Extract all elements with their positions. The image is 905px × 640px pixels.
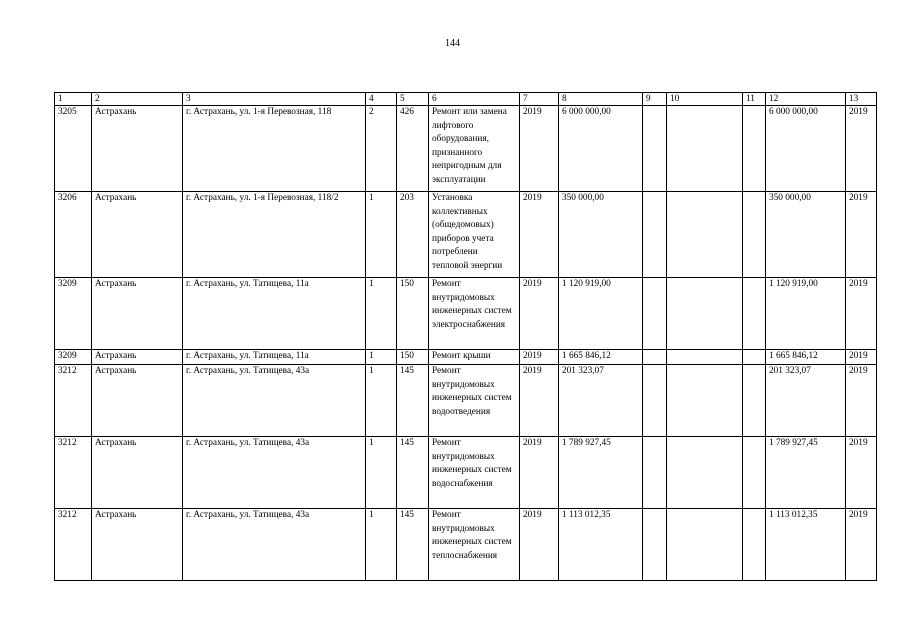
cell-city: Астрахань [92, 509, 183, 581]
cell-work-type: Ремонт внутридомовых инженерных систем электроснабжения [429, 278, 520, 350]
cell-col-10 [667, 106, 743, 192]
cell-col-9 [643, 278, 667, 350]
cell-city: Астрахань [92, 106, 183, 192]
cell-record-id: 3212 [55, 509, 92, 581]
cell-col-4: 1 [366, 437, 397, 509]
cell-year-end: 2019 [846, 509, 877, 581]
cell-record-id: 3212 [55, 437, 92, 509]
cell-work-type: Ремонт внутридомовых инженерных систем водоснабжения [429, 437, 520, 509]
table-row [55, 350, 877, 365]
table-row [55, 365, 877, 437]
cell-address: г. Астрахань, ул. Татищева, 43а [183, 509, 366, 581]
cell-col-11 [743, 350, 766, 365]
column-header: 3 [183, 93, 366, 106]
column-header: 7 [520, 93, 559, 106]
cell-address: г. Астрахань, ул. Татищева, 43а [183, 365, 366, 437]
cell-col-4: 1 [366, 192, 397, 278]
cell-city: Астрахань [92, 437, 183, 509]
cell-col-10 [667, 278, 743, 350]
column-header: 9 [643, 93, 667, 106]
cell-address: г. Астрахань, ул. Татищева, 11а [183, 278, 366, 350]
cell-col-11 [743, 365, 766, 437]
cell-work-type: Ремонт внутридомовых инженерных систем водоотведения [429, 365, 520, 437]
cell-year-end: 2019 [846, 350, 877, 365]
cell-col-4: 1 [366, 509, 397, 581]
table-row [55, 278, 877, 350]
cell-year: 2019 [520, 278, 559, 350]
cell-record-id: 3212 [55, 365, 92, 437]
cell-amount: 201 323,07 [559, 365, 643, 437]
cell-col-5: 145 [397, 365, 429, 437]
cell-year: 2019 [520, 106, 559, 192]
cell-col-9 [643, 365, 667, 437]
cell-col-5: 145 [397, 509, 429, 581]
page-number: 144 [445, 38, 460, 49]
cell-year: 2019 [520, 350, 559, 365]
column-header: 5 [397, 93, 429, 106]
registry-table [54, 92, 877, 581]
cell-col-10 [667, 192, 743, 278]
cell-year-end: 2019 [846, 437, 877, 509]
cell-amount: 1 120 919,00 [559, 278, 643, 350]
cell-work-type: Ремонт внутридомовых инженерных систем теплоснабжения [429, 509, 520, 581]
cell-address: г. Астрахань, ул. Татищева, 43а [183, 437, 366, 509]
cell-record-id: 3205 [55, 106, 92, 192]
cell-col-9 [643, 350, 667, 365]
cell-col-9 [643, 106, 667, 192]
cell-year-end: 2019 [846, 106, 877, 192]
cell-year-end: 2019 [846, 192, 877, 278]
cell-year: 2019 [520, 365, 559, 437]
cell-col-10 [667, 437, 743, 509]
cell-city: Астрахань [92, 365, 183, 437]
cell-amount: 1 113 012,35 [559, 509, 643, 581]
cell-col-9 [643, 437, 667, 509]
cell-year: 2019 [520, 192, 559, 278]
cell-amount-total: 1 120 919,00 [766, 278, 846, 350]
cell-work-type: Установка коллективных (общедомовых) приборов учета потреблени тепловой энергии [429, 192, 520, 278]
cell-col-9 [643, 192, 667, 278]
cell-amount: 1 789 927,45 [559, 437, 643, 509]
cell-amount-total: 350 000,00 [766, 192, 846, 278]
cell-city: Астрахань [92, 278, 183, 350]
cell-col-4: 1 [366, 350, 397, 365]
cell-col-9 [643, 509, 667, 581]
cell-amount: 1 665 846,12 [559, 350, 643, 365]
cell-year: 2019 [520, 437, 559, 509]
cell-col-10 [667, 350, 743, 365]
cell-amount-total: 1 113 012,35 [766, 509, 846, 581]
cell-record-id: 3209 [55, 350, 92, 365]
cell-col-11 [743, 278, 766, 350]
cell-city: Астрахань [92, 350, 183, 365]
cell-col-5: 145 [397, 437, 429, 509]
column-header: 4 [366, 93, 397, 106]
cell-amount: 6 000 000,00 [559, 106, 643, 192]
cell-amount-total: 1 665 846,12 [766, 350, 846, 365]
column-header: 6 [429, 93, 520, 106]
column-header: 2 [92, 93, 183, 106]
column-header: 13 [846, 93, 877, 106]
cell-col-11 [743, 106, 766, 192]
cell-col-5: 150 [397, 350, 429, 365]
cell-work-type: Ремонт или замена лифтового оборудования, признанного непригодным для эксплуатации [429, 106, 520, 192]
cell-address: г. Астрахань, ул. Татищева, 11а [183, 350, 366, 365]
cell-address: г. Астрахань, ул. 1-я Перевозная, 118/2 [183, 192, 366, 278]
table-header-row [55, 93, 877, 106]
cell-amount: 350 000,00 [559, 192, 643, 278]
cell-col-10 [667, 509, 743, 581]
column-header: 11 [743, 93, 766, 106]
cell-year-end: 2019 [846, 278, 877, 350]
table-row [55, 509, 877, 581]
cell-col-4: 2 [366, 106, 397, 192]
table-row [55, 106, 877, 192]
cell-year-end: 2019 [846, 365, 877, 437]
column-header: 12 [766, 93, 846, 106]
column-header: 8 [559, 93, 643, 106]
cell-city: Астрахань [92, 192, 183, 278]
cell-col-11 [743, 437, 766, 509]
cell-address: г. Астрахань, ул. 1-я Перевозная, 118 [183, 106, 366, 192]
table-row [55, 437, 877, 509]
cell-year: 2019 [520, 509, 559, 581]
cell-col-4: 1 [366, 278, 397, 350]
cell-col-10 [667, 365, 743, 437]
column-header: 10 [667, 93, 743, 106]
cell-work-type: Ремонт крыши [429, 350, 520, 365]
cell-col-5: 150 [397, 278, 429, 350]
cell-col-11 [743, 509, 766, 581]
cell-amount-total: 1 789 927,45 [766, 437, 846, 509]
column-header: 1 [55, 93, 92, 106]
cell-col-5: 203 [397, 192, 429, 278]
cell-amount-total: 201 323,07 [766, 365, 846, 437]
cell-record-id: 3206 [55, 192, 92, 278]
cell-col-4: 1 [366, 365, 397, 437]
table-row [55, 192, 877, 278]
cell-record-id: 3209 [55, 278, 92, 350]
cell-col-5: 426 [397, 106, 429, 192]
cell-col-11 [743, 192, 766, 278]
cell-amount-total: 6 000 000,00 [766, 106, 846, 192]
